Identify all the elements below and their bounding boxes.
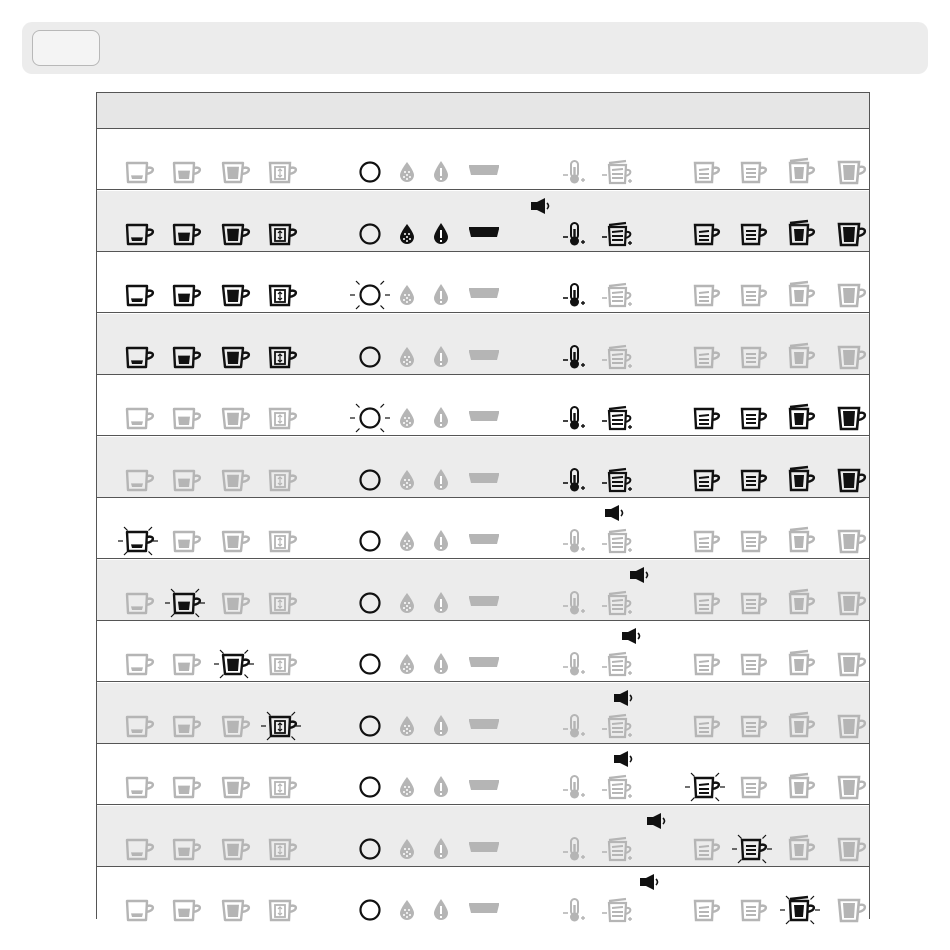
row-indicators bbox=[97, 867, 871, 928]
cup-adjustable-icon bbox=[270, 778, 296, 797]
program-cup-1-icon bbox=[695, 655, 719, 674]
beep-speaker-icon bbox=[640, 874, 658, 890]
water-drop-alert-icon bbox=[434, 715, 448, 736]
row-indicators bbox=[97, 375, 871, 436]
water-drop-alert-icon bbox=[434, 407, 448, 428]
drip-tray-icon bbox=[469, 842, 499, 852]
program-cup-4-icon bbox=[839, 777, 865, 798]
program-cup-1-icon bbox=[695, 286, 719, 305]
water-drop-alert-icon bbox=[434, 776, 448, 797]
temperature-icon bbox=[563, 776, 585, 799]
cup-large-icon bbox=[223, 717, 249, 736]
beep-speaker-icon bbox=[605, 505, 623, 521]
program-cup-2-icon bbox=[742, 778, 766, 797]
program-cup-3-icon bbox=[790, 282, 814, 305]
table-row bbox=[97, 498, 869, 559]
program-cup-4-icon bbox=[839, 654, 865, 675]
descale-drop-icon bbox=[400, 654, 414, 674]
program-cup-1-icon bbox=[695, 471, 719, 490]
drip-tray-icon bbox=[469, 596, 499, 606]
descale-drop-icon bbox=[400, 900, 414, 920]
program-cup-2-icon bbox=[742, 532, 766, 551]
cup-large-icon bbox=[223, 471, 249, 490]
cup-medium-icon bbox=[174, 901, 200, 920]
cup-large-icon bbox=[223, 409, 249, 428]
temperature-icon bbox=[563, 284, 585, 307]
beep-speaker-icon bbox=[647, 813, 665, 829]
ring-icon bbox=[361, 224, 380, 243]
program-cup-1-icon bbox=[695, 163, 719, 182]
program-cup-1-icon bbox=[695, 409, 719, 428]
cup-large-icon bbox=[223, 901, 249, 920]
descale-drop-icon bbox=[400, 162, 414, 182]
cup-adjustable-icon bbox=[270, 409, 296, 428]
cup-large-icon bbox=[223, 286, 249, 305]
program-cup-3-icon bbox=[790, 713, 814, 736]
cup-large-icon bbox=[223, 225, 249, 244]
water-drop-alert-icon bbox=[434, 838, 448, 859]
water-drop-alert-icon bbox=[434, 161, 448, 182]
program-cup-2-icon bbox=[742, 225, 766, 244]
program-cup-4-icon bbox=[839, 900, 865, 921]
row-indicators bbox=[97, 437, 871, 498]
program-cup-4-icon bbox=[839, 470, 865, 491]
cup-small-icon bbox=[127, 409, 153, 428]
ring-icon bbox=[361, 655, 380, 674]
cup-medium-icon bbox=[174, 409, 200, 428]
row-indicators bbox=[97, 744, 871, 805]
row-indicators bbox=[97, 498, 871, 559]
cup-medium-icon bbox=[174, 532, 200, 551]
program-cup-1-icon bbox=[695, 225, 719, 244]
ring-icon bbox=[361, 716, 380, 735]
program-cup-2-icon bbox=[742, 594, 766, 613]
water-drop-alert-icon bbox=[434, 284, 448, 305]
program-cup-2-icon bbox=[742, 163, 766, 182]
program-cup-2-icon bbox=[732, 835, 772, 863]
drip-tray-icon bbox=[469, 903, 499, 913]
program-cup-1-icon bbox=[695, 594, 719, 613]
descale-drop-icon bbox=[400, 224, 414, 244]
cup-large-icon bbox=[223, 348, 249, 367]
program-cup-1-icon bbox=[695, 901, 719, 920]
program-cup-3-icon bbox=[790, 344, 814, 367]
program-cup-2-icon bbox=[742, 286, 766, 305]
table-row bbox=[97, 621, 869, 682]
program-cup-3-icon bbox=[790, 467, 814, 490]
cup-small-icon bbox=[127, 163, 153, 182]
ring-icon bbox=[361, 163, 380, 182]
cup-volume-icon bbox=[602, 161, 632, 183]
program-cup-3-icon bbox=[790, 774, 814, 797]
program-cup-1-icon bbox=[695, 840, 719, 859]
cup-medium-icon bbox=[174, 717, 200, 736]
table-row bbox=[97, 683, 869, 744]
descale-drop-icon bbox=[400, 839, 414, 859]
ring-icon bbox=[361, 347, 380, 366]
cup-volume-icon bbox=[602, 899, 632, 921]
program-cup-4-icon bbox=[839, 408, 865, 429]
table-row bbox=[97, 252, 869, 313]
cup-large-icon bbox=[214, 650, 254, 678]
program-cup-1-icon bbox=[695, 532, 719, 551]
program-cup-3-icon bbox=[790, 651, 814, 674]
cup-volume-icon bbox=[602, 653, 632, 675]
cup-medium-icon bbox=[174, 840, 200, 859]
cup-medium-icon bbox=[174, 655, 200, 674]
temperature-icon bbox=[563, 899, 585, 922]
cup-volume-icon bbox=[602, 223, 632, 245]
drip-tray-icon bbox=[469, 719, 499, 729]
cup-adjustable-icon bbox=[270, 471, 296, 490]
cup-adjustable-icon bbox=[270, 286, 296, 305]
cup-adjustable-icon bbox=[270, 163, 296, 182]
beep-speaker-icon bbox=[614, 751, 632, 767]
temperature-icon bbox=[563, 161, 585, 184]
row-indicators bbox=[97, 129, 871, 190]
water-drop-alert-icon bbox=[434, 530, 448, 551]
row-indicators bbox=[97, 191, 871, 252]
cup-small-icon bbox=[118, 527, 158, 555]
program-cup-4-icon bbox=[839, 162, 865, 183]
cup-medium-icon bbox=[174, 225, 200, 244]
table-header bbox=[97, 93, 869, 129]
cup-small-icon bbox=[127, 655, 153, 674]
program-cup-3-icon bbox=[790, 590, 814, 613]
ring-icon bbox=[350, 404, 390, 432]
temperature-icon bbox=[563, 346, 585, 369]
beep-speaker-icon bbox=[531, 198, 549, 214]
table-row bbox=[97, 191, 869, 252]
cup-adjustable-icon bbox=[270, 594, 296, 613]
program-cup-1-icon bbox=[695, 348, 719, 367]
cup-volume-icon bbox=[602, 407, 632, 429]
ring-icon bbox=[361, 901, 380, 920]
table-row bbox=[97, 744, 869, 805]
table-row bbox=[97, 437, 869, 498]
cup-volume-icon bbox=[602, 838, 632, 860]
descale-drop-icon bbox=[400, 347, 414, 367]
cup-adjustable-icon bbox=[270, 532, 296, 551]
drip-tray-icon bbox=[469, 227, 499, 237]
program-cup-3-icon bbox=[790, 159, 814, 182]
cup-small-icon bbox=[127, 348, 153, 367]
drip-tray-icon bbox=[469, 473, 499, 483]
program-cup-4-icon bbox=[839, 285, 865, 306]
cup-large-icon bbox=[223, 840, 249, 859]
row-indicators bbox=[97, 252, 871, 313]
cup-adjustable-icon bbox=[270, 348, 296, 367]
program-cup-2-icon bbox=[742, 655, 766, 674]
cup-small-icon bbox=[127, 286, 153, 305]
program-cup-2-icon bbox=[742, 348, 766, 367]
program-cup-3-icon bbox=[790, 405, 814, 428]
cup-large-icon bbox=[223, 163, 249, 182]
cup-adjustable-icon bbox=[270, 840, 296, 859]
table-row bbox=[97, 560, 869, 621]
ring-icon bbox=[361, 778, 380, 797]
table-row bbox=[97, 129, 869, 190]
drip-tray-icon bbox=[469, 411, 499, 421]
water-drop-alert-icon bbox=[434, 346, 448, 367]
temperature-icon bbox=[563, 223, 585, 246]
drip-tray-icon bbox=[469, 657, 499, 667]
descale-drop-icon bbox=[400, 408, 414, 428]
drip-tray-icon bbox=[469, 288, 499, 298]
cup-volume-icon bbox=[602, 469, 632, 491]
water-drop-alert-icon bbox=[434, 469, 448, 490]
temperature-icon bbox=[563, 407, 585, 430]
table-row bbox=[97, 867, 869, 928]
cup-adjustable-icon bbox=[261, 712, 301, 740]
temperature-icon bbox=[563, 715, 585, 738]
cup-volume-icon bbox=[602, 776, 632, 798]
water-drop-alert-icon bbox=[434, 653, 448, 674]
descale-drop-icon bbox=[400, 593, 414, 613]
temperature-icon bbox=[563, 838, 585, 861]
row-indicators bbox=[97, 314, 871, 375]
descale-drop-icon bbox=[400, 716, 414, 736]
cup-volume-icon bbox=[602, 592, 632, 614]
program-cup-1-icon bbox=[685, 773, 725, 801]
cup-volume-icon bbox=[602, 346, 632, 368]
beep-speaker-icon bbox=[622, 628, 640, 644]
cup-adjustable-icon bbox=[270, 901, 296, 920]
cup-volume-icon bbox=[602, 530, 632, 552]
cup-small-icon bbox=[127, 225, 153, 244]
row-indicators bbox=[97, 683, 871, 744]
cup-medium-icon bbox=[174, 286, 200, 305]
cup-medium-icon bbox=[174, 471, 200, 490]
cup-volume-icon bbox=[602, 715, 632, 737]
cup-small-icon bbox=[127, 901, 153, 920]
program-cup-4-icon bbox=[839, 531, 865, 552]
indicator-table bbox=[96, 92, 870, 919]
program-cup-4-icon bbox=[839, 593, 865, 614]
temperature-icon bbox=[563, 530, 585, 553]
cup-small-icon bbox=[127, 594, 153, 613]
ring-icon bbox=[361, 470, 380, 489]
cup-adjustable-icon bbox=[270, 225, 296, 244]
temperature-icon bbox=[563, 469, 585, 492]
drip-tray-icon bbox=[469, 780, 499, 790]
ring-icon bbox=[350, 281, 390, 309]
cup-large-icon bbox=[223, 532, 249, 551]
temperature-icon bbox=[563, 592, 585, 615]
table-row bbox=[97, 314, 869, 375]
program-cup-2-icon bbox=[742, 717, 766, 736]
ring-icon bbox=[361, 839, 380, 858]
cup-medium-icon bbox=[165, 589, 205, 617]
toolbar-button[interactable] bbox=[32, 30, 100, 66]
water-drop-alert-icon bbox=[434, 592, 448, 613]
table-row bbox=[97, 375, 869, 436]
program-cup-3-icon bbox=[780, 896, 820, 924]
toolbar bbox=[22, 22, 928, 74]
program-cup-4-icon bbox=[839, 224, 865, 245]
program-cup-2-icon bbox=[742, 471, 766, 490]
drip-tray-icon bbox=[469, 165, 499, 175]
cup-large-icon bbox=[223, 594, 249, 613]
program-cup-1-icon bbox=[695, 717, 719, 736]
cup-medium-icon bbox=[174, 163, 200, 182]
row-indicators bbox=[97, 560, 871, 621]
cup-medium-icon bbox=[174, 778, 200, 797]
descale-drop-icon bbox=[400, 531, 414, 551]
program-cup-2-icon bbox=[742, 901, 766, 920]
temperature-icon bbox=[563, 653, 585, 676]
table-row bbox=[97, 806, 869, 867]
drip-tray-icon bbox=[469, 350, 499, 360]
cup-volume-icon bbox=[602, 284, 632, 306]
row-indicators bbox=[97, 621, 871, 682]
program-cup-4-icon bbox=[839, 716, 865, 737]
beep-speaker-icon bbox=[614, 690, 632, 706]
descale-drop-icon bbox=[400, 470, 414, 490]
program-cup-3-icon bbox=[790, 528, 814, 551]
descale-drop-icon bbox=[400, 777, 414, 797]
descale-drop-icon bbox=[400, 285, 414, 305]
cup-small-icon bbox=[127, 717, 153, 736]
program-cup-4-icon bbox=[839, 839, 865, 860]
row-indicators bbox=[97, 806, 871, 867]
cup-adjustable-icon bbox=[270, 655, 296, 674]
program-cup-2-icon bbox=[742, 409, 766, 428]
water-drop-alert-icon bbox=[434, 223, 448, 244]
water-drop-alert-icon bbox=[434, 899, 448, 920]
beep-speaker-icon bbox=[630, 567, 648, 583]
ring-icon bbox=[361, 593, 380, 612]
drip-tray-icon bbox=[469, 534, 499, 544]
cup-medium-icon bbox=[174, 348, 200, 367]
program-cup-3-icon bbox=[790, 836, 814, 859]
program-cup-4-icon bbox=[839, 347, 865, 368]
cup-small-icon bbox=[127, 778, 153, 797]
program-cup-3-icon bbox=[790, 221, 814, 244]
cup-small-icon bbox=[127, 840, 153, 859]
cup-large-icon bbox=[223, 778, 249, 797]
cup-small-icon bbox=[127, 471, 153, 490]
ring-icon bbox=[361, 532, 380, 551]
